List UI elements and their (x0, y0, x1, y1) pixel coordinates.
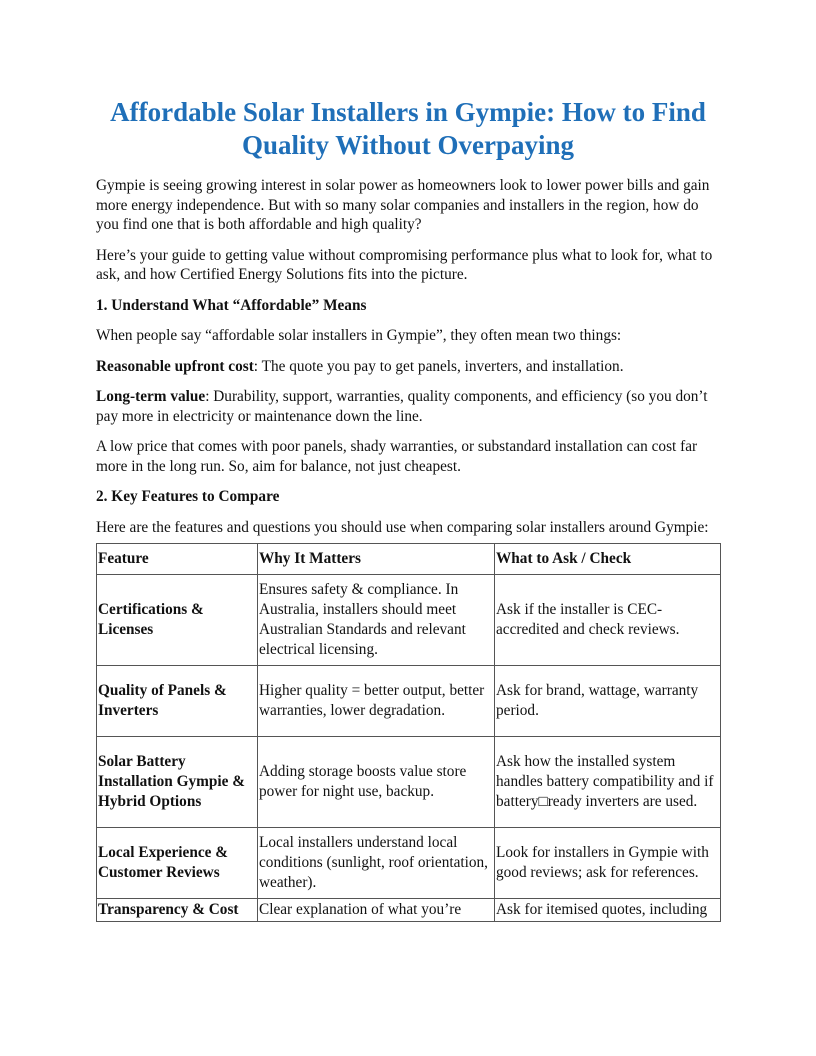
guide-paragraph: Here’s your guide to getting value without compromising performance plus what to look for, what to ask, and how Certified Energy Solutions fits into the picture. (96, 246, 713, 283)
section-1-heading: 1. Understand What “Affordable” Means (96, 296, 367, 314)
table-header-ask: What to Ask / Check (495, 544, 721, 575)
table-header-row (97, 544, 721, 575)
table-cell-feature: Quality of Panels & Inverters (97, 666, 258, 737)
table-header-why: Why It Matters (258, 544, 495, 575)
table-row (97, 666, 721, 737)
long-term-value-text: : Durability, support, warranties, quality components, and efficiency (so you don’t pay more in electricity or maintenance down the line. (96, 388, 708, 425)
table-cell-ask: Ask if the installer is CEC-accredited and check reviews. (495, 575, 721, 666)
upfront-cost-text: : The quote you pay to get panels, inverters, and installation. (253, 357, 624, 375)
document-title: Affordable Solar Installers in Gympie: How to Find Quality Without Overpaying (110, 97, 706, 160)
table-cell-ask: Ask for brand, wattage, warranty period. (495, 666, 721, 737)
table-cell-feature: Local Experience & Customer Reviews (97, 828, 258, 899)
section-2-heading: 2. Key Features to Compare (96, 488, 280, 505)
table-cell-why: Higher quality = better output, better warranties, lower degradation. (258, 666, 495, 737)
long-term-value-label: Long-term value (96, 388, 206, 405)
table-row (97, 575, 721, 666)
table-cell-why: Adding storage boosts value store power for night use, backup. (258, 737, 495, 828)
table-cell-why: Local installers understand local conditions (sunlight, roof orientation, weather). (258, 828, 495, 899)
balance-paragraph: A low price that comes with poor panels, shady warranties, or substandard installation can cost far more in the long run. So, aim for balance, not just cheapest. (96, 438, 698, 475)
upfront-cost-paragraph (96, 357, 720, 377)
table-cell-feature: Certifications & Licenses (97, 575, 258, 666)
upfront-cost-label: Reasonable upfront cost (96, 357, 254, 375)
intro-paragraph: Gympie is seeing growing interest in solar power as homeowners look to lower power bills and gain more energy independence. But with so many solar companies and installers in the region, how do you find one that is both affordable and high quality? (96, 177, 710, 233)
table-header-feature: Feature (97, 544, 258, 575)
table-cell-feature: Solar Battery Installation Gympie & Hybrid Options (97, 737, 258, 828)
table-cell-ask: Ask how the installed system handles battery compatibility and if battery□ready inverters are used. (495, 737, 721, 828)
table-row (97, 737, 721, 828)
table-cell-ask: Look for installers in Gympie with good reviews; ask for references. (495, 828, 721, 899)
table-cell-why: Ensures safety & compliance. In Australia, installers should meet Australian Standards and relevant electrical licensing. (258, 575, 495, 666)
table-row (97, 899, 721, 922)
table-row (97, 828, 721, 899)
table-cell-ask: Ask for itemised quotes, including (495, 899, 721, 922)
section-2-lead: Here are the features and questions you should use when comparing solar installers around Gympie: (96, 518, 709, 536)
table-cell-why: Clear explanation of what you’re (258, 899, 495, 922)
section-1-lead: When people say “affordable solar installers in Gympie”, they often mean two things: (96, 327, 622, 344)
comparison-table (96, 543, 721, 922)
long-term-value-paragraph (96, 387, 720, 426)
table-cell-feature: Transparency & Cost (97, 899, 258, 922)
document-page (96, 96, 720, 922)
